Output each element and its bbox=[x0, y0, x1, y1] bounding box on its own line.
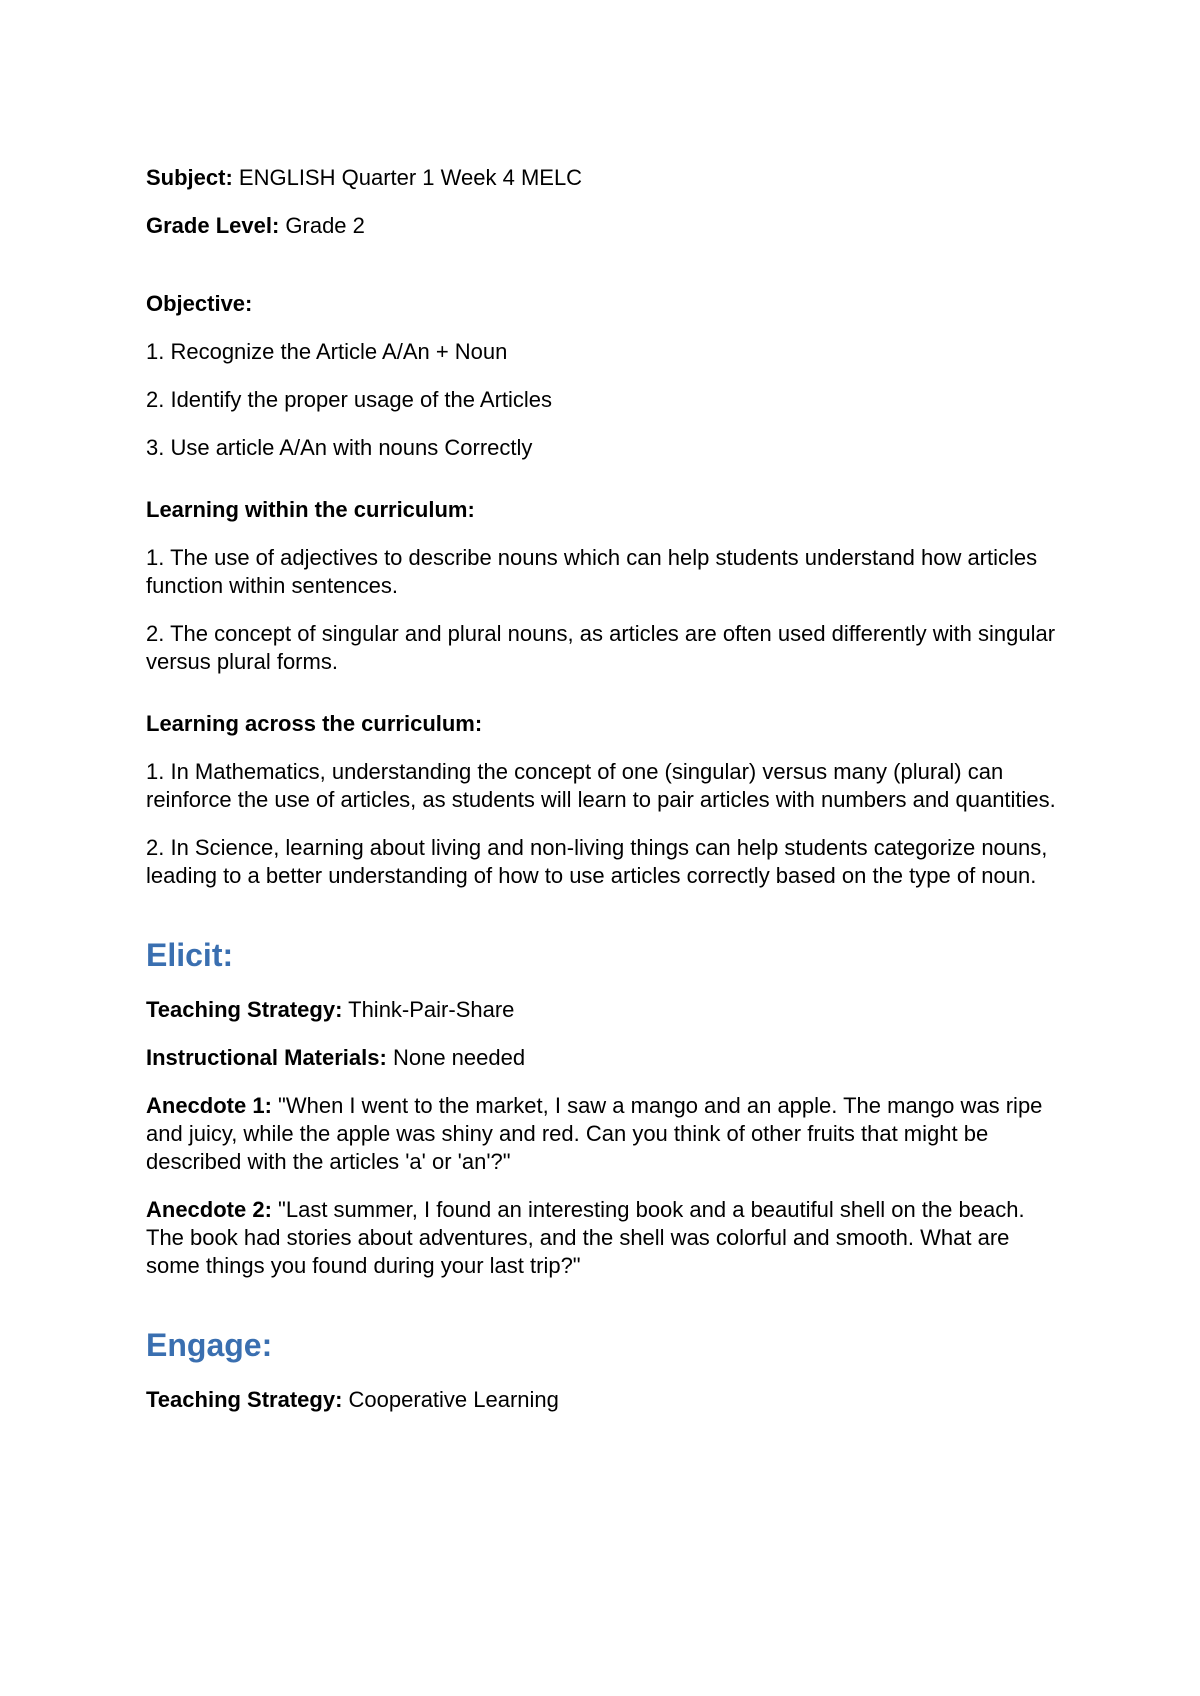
elicit-materials-line bbox=[146, 1044, 1066, 1072]
engage-strategy-line bbox=[146, 1386, 1066, 1414]
elicit-materials-label: Instructional Materials: bbox=[146, 1045, 387, 1070]
grade-level-line bbox=[146, 212, 1066, 240]
within-curriculum-item: 1. The use of adjectives to describe nouns which can help students understand how articles function within sentences. bbox=[146, 545, 1038, 598]
engage-strategy-label: Teaching Strategy: bbox=[146, 1387, 343, 1412]
across-curriculum-item: 1. In Mathematics, understanding the concept of one (singular) versus many (plural) can reinforce the use of articles, as students will learn to pair articles with numbers and quantities. bbox=[146, 759, 1056, 812]
objective-item: 3. Use article A/An with nouns Correctly bbox=[146, 435, 533, 460]
anecdote-1-text: "When I went to the market, I saw a mango and an apple. The mango was ripe and juicy, while the apple was shiny and red. Can you think of other fruits that might be described with the articles 'a' or 'an'?" bbox=[146, 1093, 1043, 1174]
elicit-heading: Elicit: bbox=[146, 937, 234, 973]
within-curriculum-heading: Learning within the curriculum: bbox=[146, 497, 475, 522]
elicit-strategy-label: Teaching Strategy: bbox=[146, 997, 343, 1022]
engage-strategy-value: Cooperative Learning bbox=[342, 1387, 559, 1412]
elicit-materials-value: None needed bbox=[386, 1045, 526, 1070]
subject-value: ENGLISH Quarter 1 Week 4 MELC bbox=[232, 165, 583, 190]
elicit-strategy-value: Think-Pair-Share bbox=[342, 997, 515, 1022]
subject-line bbox=[146, 164, 1066, 192]
across-curriculum-heading: Learning across the curriculum: bbox=[146, 711, 483, 736]
objective-heading: Objective: bbox=[146, 291, 253, 316]
elicit-strategy-line bbox=[146, 996, 1066, 1024]
anecdote-2-label: Anecdote 2: bbox=[146, 1197, 272, 1222]
within-curriculum-item: 2. The concept of singular and plural nouns, as articles are often used differently with singular versus plural forms. bbox=[146, 621, 1056, 674]
document-content bbox=[146, 164, 1066, 1434]
anecdote-2 bbox=[146, 1196, 1066, 1280]
anecdote-1 bbox=[146, 1092, 1066, 1176]
across-curriculum-item: 2. In Science, learning about living and non-living things can help students categorize nouns, leading to a better understanding of how to use articles correctly based on the type of noun. bbox=[146, 835, 1048, 888]
engage-heading: Engage: bbox=[146, 1327, 273, 1363]
anecdote-1-label: Anecdote 1: bbox=[146, 1093, 272, 1118]
subject-label: Subject: bbox=[146, 165, 233, 190]
grade-level-label: Grade Level: bbox=[146, 213, 280, 238]
grade-level-value: Grade 2 bbox=[279, 213, 365, 238]
objective-item: 2. Identify the proper usage of the Articles bbox=[146, 387, 553, 412]
anecdote-2-text: "Last summer, I found an interesting book and a beautiful shell on the beach. The book had stories about adventures, and the shell was colorful and smooth. What are some things you found during your last trip?" bbox=[146, 1197, 1025, 1278]
objective-item: 1. Recognize the Article A/An + Noun bbox=[146, 339, 508, 364]
